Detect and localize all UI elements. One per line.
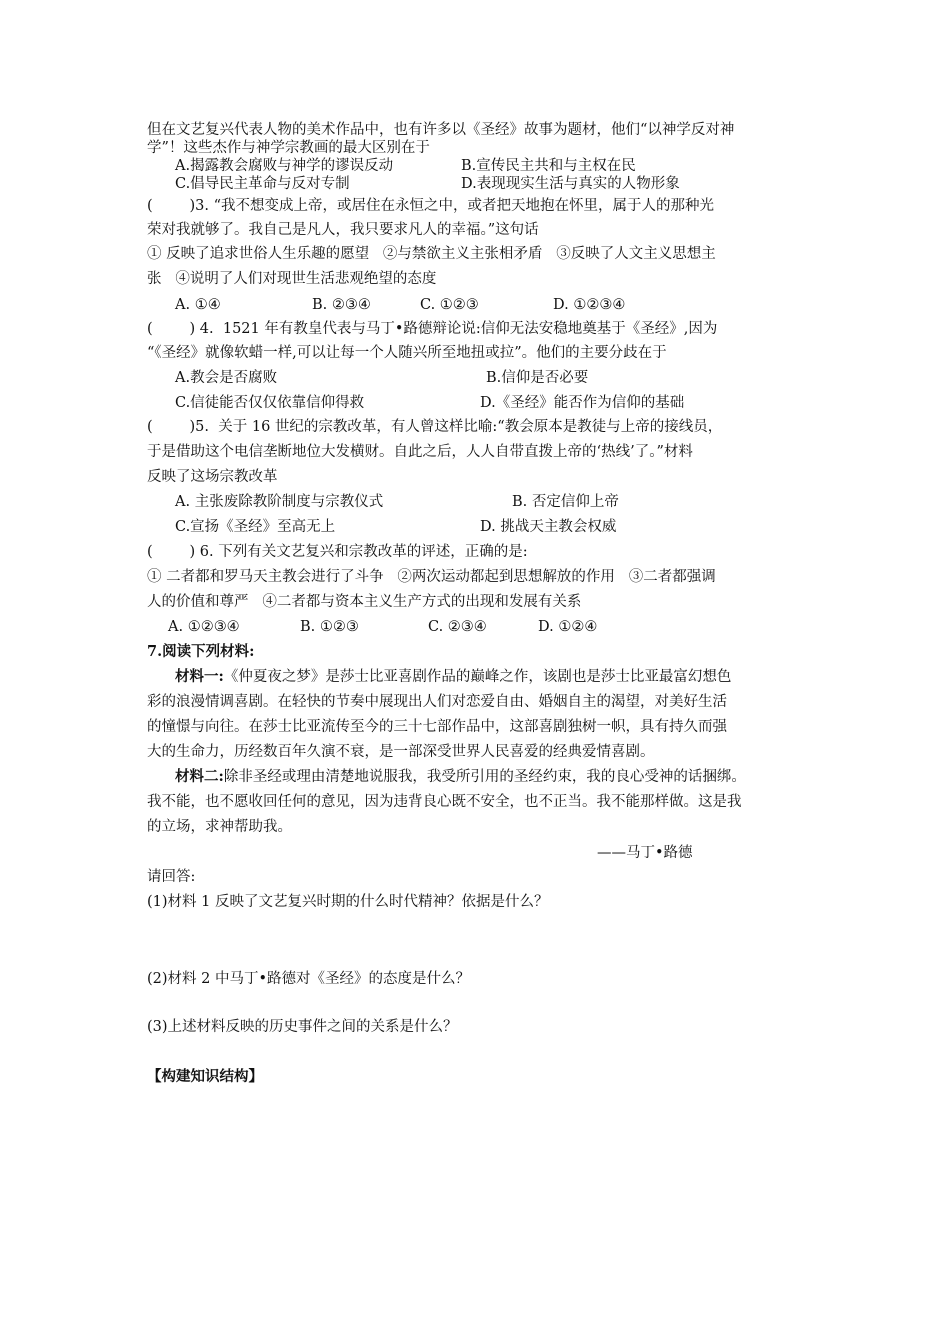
material1-label: 材料一:	[175, 668, 224, 685]
q5-option-a: A. 主张废除教阶制度与宗教仪式	[175, 494, 384, 510]
section-heading: 【构建知识结构】	[147, 1068, 263, 1085]
q3-stem-line2: 荣对我就够了。我自己是凡人，我只要求凡人的幸福。”这句话	[147, 222, 539, 238]
q7-title: 7.阅读下列材料:	[147, 643, 255, 660]
q5-option-b: B. 否定信仰上帝	[512, 494, 619, 510]
q2-option-c: C.倡导民主革命与反对专制	[175, 176, 350, 192]
q7-subquestion-1: (1)材料 1 反映了文艺复兴时期的什么时代精神？依据是什么？	[147, 894, 549, 910]
q6-stem-line1: ( ) 6. 下列有关文艺复兴和宗教改革的评述，正确的是:	[147, 544, 528, 560]
q7-material2-line1	[175, 768, 746, 786]
material1-text: 《仲夏夜之梦》是莎士比亚喜剧作品的巅峰之作，该剧也是莎士比亚最富幻想色	[223, 669, 732, 685]
q2-stem-line1: 但在文艺复兴代表人物的美术作品中，也有许多以《圣经》故事为题材，他们“以神学反对神	[147, 122, 735, 138]
material2-text: 除非圣经或理由清楚地说服我，我受所引用的圣经约束，我的良心受神的话捆绑。	[223, 769, 746, 785]
q3-option-c: C. ①②③	[420, 297, 479, 313]
q2-stem-line2: 学”！这些杰作与神学宗教画的最大区别在于	[147, 140, 430, 156]
q3-statement-line2: 张 ④说明了人们对现世生活悲观绝望的态度	[147, 271, 437, 287]
q7-material2-line2: 我不能，也不愿收回任何的意见，因为违背良心既不安全，也不正当。我不能那样做。这是我	[147, 794, 742, 810]
q6-statement-line1: ① 二者都和罗马天主教会进行了斗争 ②两次运动都起到思想解放的作用 ③二者都强调	[147, 569, 716, 585]
q4-option-d: D.《圣经》能否作为信仰的基础	[480, 395, 685, 411]
q4-stem-line1: ( ) 4. 1521 年有教皇代表与马丁•路德辩论说:信仰无法安稳地奠基于《圣经》,因为	[147, 321, 718, 337]
q2-option-b: B.宣传民主共和与主权在民	[461, 158, 636, 174]
q5-stem-line1: ( )5. 关于 16 世纪的宗教改革，有人曾这样比喻:“教会原本是教徒与上帝的接线员，	[147, 419, 723, 435]
q3-statement-line1: ① 反映了追求世俗人生乐趣的愿望 ②与禁欲主义主张相矛盾 ③反映了人文主义思想主	[147, 246, 716, 262]
q7-subquestion-3: (3)上述材料反映的历史事件之间的关系是什么？	[147, 1019, 458, 1035]
q7-material1-line2: 彩的浪漫情调喜剧。在轻快的节奏中展现出人们对恋爱自由、婚姻自主的渴望，对美好生活	[147, 694, 727, 710]
q5-option-c: C.宣扬《圣经》至高无上	[175, 519, 336, 535]
q7-material1-line1	[175, 668, 731, 686]
q5-option-d: D. 挑战天主教会权威	[480, 519, 617, 535]
q7-material1-line4: 大的生命力，历经数百年久演不衰，是一部深受世界人民喜爱的经典爱情喜剧。	[147, 744, 655, 760]
q3-option-b: B. ②③④	[312, 297, 371, 313]
q6-statement-line2: 人的价值和尊严 ④二者都与资本主义生产方式的出现和发展有关系	[147, 594, 582, 610]
q4-option-a: A.教会是否腐败	[175, 370, 278, 386]
q3-option-a: A. ①④	[175, 297, 221, 313]
q4-option-b: B.信仰是否必要	[486, 370, 589, 386]
q2-option-a: A.揭露教会腐败与神学的谬误反动	[175, 158, 394, 174]
q6-option-c: C. ②③④	[428, 619, 487, 635]
q7-prompt: 请回答:	[147, 869, 196, 885]
q7-material2-line3: 的立场，求神帮助我。	[147, 819, 292, 835]
material2-label: 材料二:	[175, 768, 224, 785]
q6-option-a: A. ①②③④	[168, 619, 240, 635]
q2-option-d: D.表现现实生活与真实的人物形象	[461, 176, 680, 192]
q7-attribution: ——马丁•路德	[597, 845, 693, 861]
q7-material1-line3: 的憧憬与向往。在莎士比亚流传至今的三十七部作品中，这部喜剧独树一帜，具有持久而强	[147, 719, 727, 735]
q5-stem-line2: 于是借助这个电信垄断地位大发横财。自此之后，人人自带直拨上帝的‘热线’了。”材料	[147, 444, 693, 460]
q4-option-c: C.信徒能否仅仅依靠信仰得救	[175, 395, 365, 411]
q3-stem-line1: ( )3. “我不想变成上帝，或居住在永恒之中，或者把天地抱在怀里，属于人的那种光	[147, 198, 715, 214]
q5-stem-line3: 反映了这场宗教改革	[147, 469, 278, 485]
q3-option-d: D. ①②③④	[553, 297, 626, 313]
q6-option-b: B. ①②③	[300, 619, 359, 635]
q6-option-d: D. ①②④	[538, 619, 598, 635]
q7-subquestion-2: (2)材料 2 中马丁•路德对《圣经》的态度是什么？	[147, 971, 471, 987]
q4-stem-line2: “《圣经》就像软蜡一样,可以让每一个人随兴所至地扭或拉”。他们的主要分歧在于	[147, 345, 667, 361]
